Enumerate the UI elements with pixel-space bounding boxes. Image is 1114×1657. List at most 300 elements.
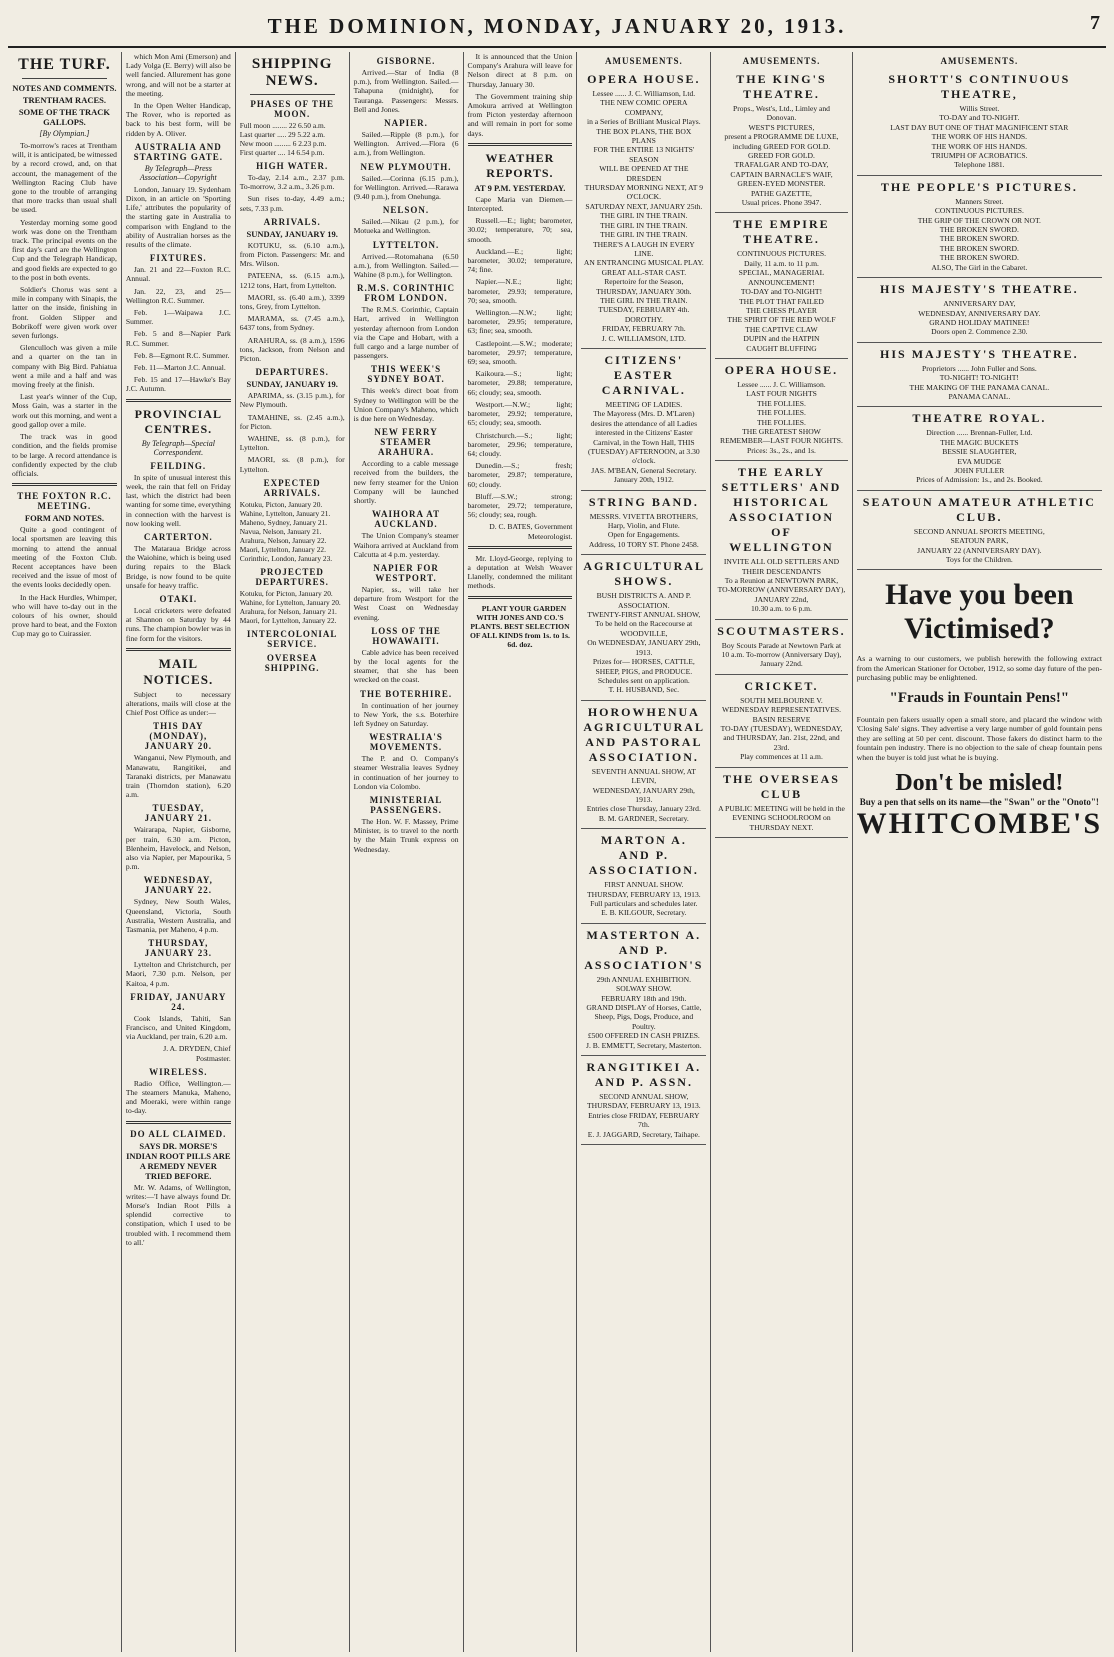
ad-line: THE CHESS PLAYER [745,305,817,315]
ad-line: LAST FOUR NIGHTS [746,389,817,399]
ad-line: Schedules sent on application. [597,675,690,685]
text-line: In the Open Welter Handicap, The Rover, who is reported as back to his best form, will be ridden by A. Oliver. [125,101,231,138]
section-text: The Union Company's steamer Waihora arrived at Auckland from Calcutta at 4 p.m. yesterday. [353,531,459,559]
section-text: Arrived.—Star of India (8 p.m.), from Wellington. Sailed.—Tahapuna (midnight), for Tauranga. Passengers: Messrs. Bell and Jones. [353,68,459,114]
section-text: Napier, ss., will take her departure from Westport for the West Coast on Wednesday evening. [353,584,459,622]
mail-groups [126,721,231,1041]
notice-brand: WHITCOMBE'S [856,806,1103,840]
ad-line: WEST'S PICTURES, [748,122,815,132]
text-line: Maheno, Sydney, January 21. [239,517,328,527]
advertisement [581,68,706,349]
ad-line: Prices of Admission: 1s., and 2s. Booked. [916,475,1043,485]
ad-line: THE GRIP OF THE CROWN OR NOT. [917,215,1041,225]
ad-line: THE BROKEN SWORD. [939,253,1019,263]
ad-line: THE BROKEN SWORD. [939,243,1019,253]
text-line: PATEENA, ss. (6.15 a.m.), 1212 tons, Hart, from Lyttelton. [239,271,345,290]
ad-line: BUSH DISTRICTS A. AND P. ASSOCIATION. [596,591,692,610]
section-text: In continuation of her journey to New York, the s.s. Boterhire left Sydney on Saturday. [353,700,459,728]
text-line: Feb. 1—Waipawa J.C. Summer. [125,308,231,327]
expected-list [240,500,345,563]
section-heading: FEILDING. [150,460,207,471]
intercolonial-heading: INTERCOLONIAL SERVICE. [246,628,338,649]
ad-line: PANAMA CANAL. [948,391,1011,401]
ad-heading: SHORTT'S CONTINUOUS THEATRE, [888,72,1071,101]
turf-body [12,141,117,478]
ad-line: SECOND ANNUAL SPORTS MEETING, [913,526,1045,536]
moon-heading: PHASES OF THE MOON. [250,99,334,119]
column-2 [122,52,236,1652]
text-line: MAORI, ss. (8 p.m.), for Lyttelton. [239,455,345,474]
col6-ads [581,68,706,1145]
claimed-text: Mr. W. Adams, of Wellington, writes:—'I have always found Dr. Morse's Indian Root Pills a splendid corrective to constipation, which I used to be troubled with. I recommend them to all.' [125,1182,231,1247]
text-line: Yesterday morning some good work was done on the Trentham track. The principal events on the first day's card are the Wellington Cup and the Telegraph Handicap, and good fields are expected to go to the post in both events. [12,217,117,282]
section-heading: THURSDAY, JANUARY 23. [144,938,212,959]
ad-line: TO-DAY (TUESDAY), WEDNESDAY, and THURSDAY, Jan. 21st, 22nd, and 23rd. [720,724,843,752]
ad-line: THE GIRL IN THE TRAIN. [600,230,688,240]
ad-line: including GREED FOR GOLD. [732,141,831,151]
section-heading: WEDNESDAY, JANUARY 22. [143,875,213,896]
ad-line: Entries close Thursday, January 23rd. [586,804,701,814]
ad-line: CONTINUOUS PICTURES. [934,206,1024,216]
section-text: It is announced that the Union Company's Arahura will leave for Nelson direct at 8 p.m. on Thursday, January 30. [467,52,573,89]
section-text: Wairarapa, Napier, Gisborne, per train, 6.30 a.m. Picton, Blenheim, Havelock, and Nelson, also via Napier, per Mapourika, 5 p.m. [125,825,231,872]
ad-line: FEBRUARY 18th and 19th. [601,993,687,1003]
ad-line: THURSDAY, FEBRUARY 13, 1913. [587,1101,701,1111]
ad-line: THE MAKING OF THE PANAMA CANAL. [909,382,1050,392]
text-line: Westport.—N.W.; light; barometer, 29.92; temperature, 65; cloudy; sea, smooth. [467,399,573,428]
ad-line: THE PLOT THAT FAILED [739,296,824,306]
ad-line: Lessee ...... J. C. Williamson. [737,379,826,389]
text-line: To-morrow's races at Trentham will, it is anticipated, be witnessed by a record crowd, and, on that account, the management of the Wellington Racing Club have gone to the trouble of arranging that more tracks than usual shall be used. [12,141,117,215]
ad-heading: MARTON A. AND P. ASSOCIATION. [588,833,699,878]
section-heading: WESTRALIA'S MOVEMENTS. [369,732,443,753]
column-1 [8,52,122,1652]
australia-heading: AUSTRALIA AND STARTING GATE. [133,141,223,162]
section-heading: NAPIER. [384,118,428,129]
ad-line: T. H. HUSBAND, Sec. [608,685,680,695]
ad-line: CAUGHT BLUFFING [746,343,817,353]
ad-line: INVITE ALL OLD SETTLERS AND THEIR DESCENDANTS [723,557,840,576]
turf-byline: [By Olympian.] [39,129,90,138]
ad-line: SOUTH MELBOURNE V. WEDNESDAY REPRESENTATIVES. [721,695,842,715]
notice-warning: Don't be misled! [895,769,1064,796]
australia-byline: By Telegraph—Press Association—Copyright [139,163,217,182]
text-line: ARAHURA, ss. (8 a.m.), 1596 tons, Jackson, from Nelson and Picton. [239,335,345,364]
section-text: In spite of unusual interest this week, the rain that fell on Friday last, which the district had been wanting for some time, everything in connection with the harvest is now looking well. [125,472,231,528]
ad-heading: HOROWHENUA AGRICULTURAL AND PASTORAL ASSOCIATION. [583,704,705,764]
column-6 [577,52,711,1652]
ad-line: THURSDAY, FEBRUARY 13, 1913. [587,889,701,899]
text-line: Wahine, for Lyttelton, January 20. [239,597,341,607]
text-line: APARIMA, ss. (3.15 p.m.), for New Plymouth. [239,391,345,410]
sun-text: Sun rises to-day, 4.49 a.m.; sets, 7.33 p.m. [239,194,345,213]
ad-line: Daily, 11 a.m. to 11 p.m. [744,258,819,268]
ad-line: REMEMBER—LAST FOUR NIGHTS. [720,436,843,446]
ad-line: J. B. EMMETT, Secretary, Masterton. [586,1040,702,1050]
section-heading: FRIDAY, JANUARY 24. [130,991,227,1012]
amusements-header-8: AMUSEMENTS. [940,56,1019,66]
notice-headline: Have you been Victimised? [885,578,1074,646]
col5-sections [468,52,573,138]
ad-heading: THE KING'S THEATRE. [736,72,827,101]
text-line: Maori, Lyttelton, January 22. [239,544,326,554]
ad-line: SPECIAL, MANAGERIAL ANNOUNCEMENT! [738,268,825,287]
notice-quote: "Frauds in Fountain Pens!" [889,690,1070,707]
text-line: Castlepoint.—S.W.; moderate; barometer, 29.97; temperature, 69; sea, smooth. [467,338,573,367]
ad-line: PATHE GAZETTE, [751,188,812,198]
notice-intro: As a warning to our customers, we publish herewith the following extract from the American Stationer for October, 1912, so some day future of the pen-purchasing public may be enlightened. [856,654,1103,683]
notice-tagline: Buy a pen that sells on its name—the "Swan" or the "Onoto"! [859,796,1099,807]
ad-line: JANUARY 22nd, [754,594,809,604]
notice-body: Fountain pen fakers usually open a small store, and placard the window with 'Closing Sale' signs. They advertise a very large number of gold fountain pens they are selling at 50 per cent. discount. Those fakers do distinct harm to the fountain pen industry. There is no objection to the sale of cheap fountain pens when the buyer is told just what he is buying. [856,715,1103,762]
page-number: 7 [1090,12,1100,34]
ad-line: THE BROKEN SWORD. [939,225,1019,235]
advertisement [715,620,847,675]
text-line: Auckland.—E.; light; barometer, 30.02; temperature, 74; fine. [467,246,573,275]
section-heading: THE BOTERHIRE. [360,688,453,699]
ad-heading: RANGITIKEI A. AND P. ASSN. [586,1060,702,1090]
column-4 [350,52,464,1652]
shipping-heading: SHIPPING NEWS. [251,56,333,89]
ad-line: BASIN RESERVE [752,714,811,724]
ad-line: E. B. KILGOUR, Secretary. [601,908,687,918]
section-text: The R.M.S. Corinthic, Captain Hart, arrived in Wellington yesterday afternoon from London via the Cape and Hobart, with a full cargo and a large number of passengers. [353,305,459,361]
ad-line: Willis Street. [959,104,1000,113]
ad-line: THE GREATEST SHOW [742,426,821,436]
ad-line: B. M. GARDNER, Secretary. [598,813,689,823]
ad-line: GREED FOR GOLD. [748,151,815,161]
advertisement [857,407,1102,490]
ad-line: To a Reunion at NEWTOWN PARK, [724,576,839,585]
ad-line: THE GIRL IN THE TRAIN. [600,211,688,221]
ad-line: present a PROGRAMME DE LUXE, [724,132,839,142]
ad-line: TO-MORROW (ANNIVERSARY DAY), [717,585,846,595]
advertisement [857,176,1102,278]
section-text: Sailed.—Nikau (2 p.m.), for Motueka and Wellington. [353,217,459,236]
ad-heading: AGRICULTURAL SHOWS. [583,559,705,589]
ad-line: Toys for the Children. [945,555,1013,564]
section-heading: NAPIER FOR WESTPORT. [373,562,439,583]
section-heading: GISBORNE. [376,56,436,66]
section-heading: LOSS OF THE HOWAWAITI. [371,625,441,646]
ad-line: FRIDAY, FEBRUARY 7th. [601,324,686,334]
fixtures-list [126,265,231,393]
ad-heading: CRICKET. [744,678,819,693]
masthead [8,6,1106,48]
mail-heading: MAIL NOTICES. [143,655,214,687]
text-line: Jan. 21 and 22—Foxton R.C. Annual. [125,265,231,284]
advertisement [581,924,706,1056]
ad-line: Prices: 3s., 2s., and 1s. [746,445,816,455]
advertisement [581,349,706,491]
text-line: Napier.—N.E.; light; barometer, 29.93; temperature, 70; sea, smooth. [467,277,573,305]
ad-line: Props., West's, Ltd., Limley and Donovan. [732,104,830,123]
arrivals-list [240,241,345,363]
text-line: Last quarter ..... 29 5.22 a.m. [239,130,325,139]
text-line: Bluff.—S.W.; strong; barometer, 29.72; temperature, 56; cloudy; sea, rough. [467,491,573,520]
advertisement [581,829,706,924]
departures-heading: DEPARTURES. [255,367,329,378]
ad-heading: THE OVERSEAS CLUB [722,771,840,801]
ad-line: WEDNESDAY, ANNIVERSARY DAY. [918,308,1041,318]
ad-line: SEATOUN PARK, [950,536,1009,546]
section-heading: THIS WEEK'S SYDNEY BOAT. [367,364,445,385]
ad-line: SATURDAY NEXT, JANUARY 25th. [585,201,703,211]
ad-line: Direction ...... Brennan-Fuller, Ltd. [926,428,1033,438]
section-text: Wanganui, New Plymouth, and Manawatu, Rangitikei, and Taranaki districts, per Manawatu train (Thorndon station), 6.20 a.m. [125,753,231,800]
ad-line: On WEDNESDAY, JANUARY 29th, 1913. [587,638,701,657]
ad-heading: SEATOUN AMATEUR ATHLETIC CLUB. [862,494,1096,524]
text-line: Arahura, Nelson, January 22. [239,535,327,545]
ad-line: EVA MUDGE [957,456,1002,466]
ad-heading: THE EMPIRE THEATRE. [733,217,830,247]
text-line: London, January 19. Sydenham Dixon, in an article on 'Sporting Life,' attributes the popularity of the starting gate in Australia to comparison with England to the ability of Australian horses as the results of the climate. [125,184,231,250]
oversea-heading: OVERSEA SHIPPING. [264,652,320,673]
ad-heading: OPERA HOUSE. [724,362,839,377]
ad-line: TWENTY-FIRST ANNUAL SHOW, [587,610,701,620]
turf-sub: NOTES AND COMMENTS. [12,83,117,93]
ad-line: TUESDAY, FEBRUARY 4th. [598,305,690,315]
wireless-heading: WIRELESS. [149,1066,208,1077]
ad-line: Address, 10 TORY ST. Phone 2458. [588,539,699,549]
columns [8,52,1106,1652]
ad-heading: HIS MAJESTY'S THEATRE. [880,282,1079,297]
text-line: Dunedin.—S.; fresh; barometer, 29.87; temperature, 60; cloudy. [467,461,573,489]
ad-line: SOLWAY SHOW. [616,984,672,994]
advertisement [581,555,706,700]
advertisement [715,68,847,213]
ad-line: Open for Engagements. [607,530,680,540]
ad-line: GREAT ALL-STAR CAST. [601,267,687,277]
ad-heading: THEATRE ROYAL. [912,411,1047,426]
text-line: The track was in good condition, and the fields promise to be large. A record attendance is confidently expected by the club officials. [12,432,117,478]
lloyd-text: Mr. Lloyd-George, replying to a deputation at Welsh Weaver Llanelly, condemned the militant methods. [467,553,573,591]
weather-list [468,195,573,520]
amusements-header-7: AMUSEMENTS. [742,56,821,66]
ad-line: JOHN FULLER [954,465,1005,475]
section-heading: NEW PLYMOUTH. [360,161,452,172]
ad-line: TRAFALGAR AND TO-DAY, [734,160,829,170]
ad-line: Full particulars and schedules later. [590,898,698,908]
text-line: First quarter .... 14 6.54 p.m. [239,148,325,157]
section-text: Sydney, New South Wales, Queensland, Victoria, South Australia, Western Australia, and Tasmania, per Maheno, 4 p.m. [125,897,231,934]
ad-line: SECOND ANNUAL SHOW, [599,1092,689,1102]
advertisement [715,359,847,461]
ad-line: 10.30 a.m. to 6 p.m. [750,604,812,614]
ad-line: THE WORK OF HIS HANDS. [931,132,1028,142]
ad-line: THE MAGIC BUCKETS [940,437,1019,447]
advertisement [857,68,1102,176]
weather-sub: AT 9 P.M. YESTERDAY. [474,182,566,193]
text-line: Kotuku, for Picton, January 20. [239,588,333,598]
column-5 [464,52,578,1652]
ad-heading: THE PEOPLE'S PICTURES. [880,179,1078,194]
ad-heading: HIS MAJESTY'S THEATRE. [880,346,1079,361]
text-line: Kaikoura.—S.; light; barometer, 29.88; temperature, 66; cloudy; sea, smooth. [467,369,573,397]
foxton-heading: THE FOXTON R.C. MEETING. [17,491,112,512]
advertisement [581,1056,706,1145]
section-heading: WAIHORA AT AUCKLAND. [372,509,441,530]
advertisement [581,701,706,829]
text-line: TAMAHINE, ss. (2.45 a.m.), for Picton. [239,412,345,431]
ad-line: E. J. JAGGARD, Secretary, Taihape. [587,1129,700,1139]
australia-body [126,185,231,249]
ad-line: MEETING OF LADIES. [605,399,683,409]
ad-line: AN ENTRANCING MUSICAL PLAY. [583,258,704,268]
ad-line: THE GIRL IN THE TRAIN. [600,295,688,305]
projected-heading: PROJECTED DEPARTURES. [255,566,329,587]
ad-line: TO-DAY and TO-NIGHT. [939,113,1020,123]
whitcombe-notice [857,578,1102,840]
turf-heading: THE TURF. [18,56,111,73]
section-heading: CARTERTON. [143,531,213,542]
section-text: Local cricketers were defeated at Shannon on Saturday by 44 runs. The champion bowler was in fine form for the visitors. [125,605,231,643]
amusements-header-6: AMUSEMENTS. [604,56,683,66]
turf-sub2: TRENTHAM RACES. [22,95,106,105]
ad-line: ANNIVERSARY DAY, [943,299,1016,309]
column-8 [853,52,1106,1652]
ad-line: Lessee ...... J. C. Williamson, Ltd. [592,89,696,98]
provincial-places [126,461,231,643]
text-line: KOTUKU, ss. (6.10 a.m.), from Picton. Passengers: Mr. and Mrs. Wilson. [239,240,345,269]
ad-line: CAPTAIN BARNACLE'S WAIF, [730,169,833,179]
turf-sub3: SOME OF THE TRACK GALLOPS. [18,107,111,127]
provincial-byline: By Telegraph—Special Correspondent. [141,438,215,457]
ad-heading: CITIZENS' EASTER CARNIVAL. [601,352,686,397]
section-text: This week's direct boat from Sydney to Wellington will be the Union Company's Maheno, which is due here on Wednesday. [353,386,459,424]
ad-line: GREEN-EYED MONSTER. [737,179,826,189]
col7-ads [715,68,847,838]
text-line: In the Hack Hurdles, Whimper, who will have to-day out in the colours of his owner, should prove hard to beat, and the Foxton Cup may go to Cuirassier. [12,592,117,639]
ad-heading: OPERA HOUSE. [587,72,701,86]
advertisement [581,491,706,556]
ad-heading: MASTERTON A. AND P. ASSOCIATION'S [584,927,704,972]
text-line: Feb. 11—Marton J.C. Annual. [133,363,226,373]
weather-heading: WEATHER REPORTS. [485,150,555,180]
ad-line: BESSIE SLAUGHTER, [942,447,1017,457]
text-line: Full moon ........ 22 6.50 a.m. [239,121,326,130]
ad-line: TRIUMPH OF ACROBATICS. [931,151,1028,161]
ad-line: £500 OFFERED IN CASH PRIZES. [587,1031,700,1041]
advertisement [857,343,1102,408]
text-line: Arahura, for Nelson, January 21. [239,606,337,616]
ad-line: J. C. WILLIAMSON, LTD. [601,333,686,343]
section-text: Lyttelton and Christchurch, per Maori, 7.30 p.m. Nelson, per Kaitoa, 4 p.m. [125,960,231,988]
water-text: To-day, 2.14 a.m., 2.37 p.m. To-morrow, 3.2 a.m., 3.26 p.m. [239,173,345,192]
ad-line: Manners Street. [955,196,1004,206]
moon-list [240,121,345,157]
ad-line: DUPIN and the HATPIN [743,334,820,344]
claimed-heading: DO ALL CLAIMED. [130,1128,227,1139]
text-line: which Mon Ami (Emerson) and Lady Volga (E. Berry) will also be well fancied. Allurement has gone wrong, and will not be a starter at the meeting. [125,52,231,98]
claimed-sub: SAYS DR. MORSE'S INDIAN ROOT PILLS ARE A REMEDY NEVER TRIED BEFORE. [126,1140,231,1181]
section-text: According to a cable message received from the builders, the new ferry steamer for the Union Company will be launched shortly. [353,459,459,506]
advertisement [857,491,1102,571]
ad-line: TO-NIGHT! TO-NIGHT! [939,373,1019,383]
section-heading: MINISTERIAL PASSENGERS. [369,794,443,815]
ad-line: THE FOLLIES. [757,417,806,427]
ad-line: THURSDAY, JANUARY 30th. [596,286,692,296]
section-text: Cook Islands, Tahiti, San Francisco, and United Kingdom, via Auckland, per train, 6.20 a.m. [125,1013,231,1042]
foxton-sub: FORM AND NOTES. [24,513,104,524]
text-line: Last year's winner of the Cup, Moss Gain, was a starter in the work out this morning, and went a good gallop over a mile. [12,392,117,429]
text-line: Feb. 15 and 17—Hawke's Bay J.C. Autumn. [125,375,231,394]
ad-line: GRAND DISPLAY of Horses, Cattle, Sheep, Pigs, Dogs, Produce, and Poultry. [586,1003,702,1031]
advertisement [715,213,847,358]
column-3 [236,52,350,1652]
ad-line: FIRST ANNUAL SHOW. [604,880,684,890]
ad-heading: SCOUTMASTERS. [717,623,846,638]
section-text: Sailed.—Ripple (8 p.m.), for Wellington. Arrived.—Flora (6 a.m.), from Wellington. [353,130,459,158]
ad-line: THE FOLLIES. [757,408,806,418]
ad-line: THURSDAY MORNING NEXT, AT 9 O'CLOCK. [584,183,703,202]
text-line: Kotuku, Picton, January 20. [239,499,323,509]
text-line: MAORI, ss. (6.40 a.m.), 3399 tons, Grey, from Lyttelton. [239,292,345,312]
text-line: Navua, Nelson, January 21. [239,526,322,536]
col8-ads [857,68,1102,570]
text-line: Cape Maria van Diemen.—Intercepted. [467,194,573,214]
ad-line: To be held on the Racecourse at WOODVILLE, [595,619,693,638]
departures-date: SUNDAY, JANUARY 19. [246,379,338,390]
text-line: Feb. 8—Egmont R.C. Summer. [133,350,230,360]
departures-list [240,391,345,474]
ad-line: The Mayoress (Mrs. D. M'Laren) desires the attendance of all Ladies interested in the Citizens' Easter Carnival, in the Town Hall, THIS (TUESDAY) AFTERNOON, at 3.30 o'clock. [587,409,700,466]
advertisement [857,278,1102,343]
section-heading: THIS DAY (MONDAY), JANUARY 20. [144,721,212,752]
section-heading: TUESDAY, JANUARY 21. [144,803,212,824]
text-line: MARAMA, ss. (7.45 a.m.), 6437 tons, from Sydney. [239,314,345,333]
section-text: The P. and O. Company's steamer Westralia leaves Sydney in continuation of her journey to London via Colombo. [353,754,459,791]
text-line: Russell.—E.; light; barometer, 30.02; temperature, 70; sea, smooth. [467,216,573,244]
advertisement [715,768,847,838]
ad-line: Telephone 1881. [954,160,1005,170]
ad-line: Usual prices. Phone 3947. [741,198,822,208]
foxton-body [12,525,117,638]
ad-line: TO-DAY and TO-NIGHT! [740,287,823,297]
ad-line: THE GIRL IN THE TRAIN. [600,220,688,230]
ad-line: Repertoire for the Season, [604,277,684,287]
arrivals-heading: ARRIVALS. [263,216,321,227]
ad-line: Prizes for— HORSES, CATTLE, SHEEP, PIGS, and PRODUCE. [592,657,695,676]
text-line: Wellington.—N.W.; light; barometer, 29.95; temperature, 63; fine; sea, smooth. [467,308,573,336]
text-line: Glenculloch was given a mile and a quarter on the tan in company with Big Bird. Pahiatua went a mile and a half and was moving freely at the finish. [12,343,117,390]
section-text: The Government training ship Amokura arrived at Wellington from Picton yesterday afternoon and will remain in port for some days. [467,91,573,138]
text-line: WAHINE, ss. (8 p.m.), for Lyttelton. [239,434,345,453]
col2-top-body [126,52,231,138]
fixtures-heading: FIXTURES. [149,253,207,264]
advertisement [715,675,847,768]
ad-line: Boy Scouts Parade at Newtown Park at 10 a.m. To-morrow (Anniversary Day), January 22nd. [721,640,842,669]
text-line: Christchurch.—S.; light; barometer, 29.96; temperature, 64; cloudy. [467,430,573,458]
provincial-heading: PROVINCIAL CENTRES. [134,406,222,436]
ad-line: MESSRS. VIVETTA BROTHERS, Harp, Violin, and Flute. [589,511,698,531]
ad-line: THERE'S A LAUGH IN EVERY LINE. [592,239,695,258]
ad-line: WILL BE OPENED AT THE DRESDEN [599,164,689,183]
ad-line: SEVENTH ANNUAL SHOW, AT LEVIN, [591,766,696,786]
text-line: Wahine, Lyttelton, January 21. [239,508,331,518]
col4-sections [354,56,459,854]
section-text: Sailed.—Corinna (6.15 p.m.), for Wellington. Arrived.—Rarawa (9.40 p.m.), from Onehunga. [353,173,459,202]
section-text: Arrived.—Rotomahana (6.50 a.m.), from Wellington. Sailed.—Wahine (8 p.m.), for Wellington. [353,251,459,280]
masthead-title: THE DOMINION, MONDAY, JANUARY 20, 1913. [267,13,847,38]
ad-line: WEDNESDAY, JANUARY 29th, 1913. [592,785,695,804]
ad-line: LAST DAY BUT ONE OF THAT MAGNIFICENT STAR [890,122,1069,132]
text-line: Feb. 5 and 8—Napier Park R.C. Summer. [125,329,231,348]
ad-line: Doors open 2. Commence 2.30. [931,327,1028,337]
mail-signature: J. A. DRYDEN, Chief Postmaster. [163,1044,231,1063]
ad-line: January 20th, 1912. [613,475,674,485]
ad-line: Entries close FRIDAY, FEBRUARY 7th. [588,1110,700,1130]
